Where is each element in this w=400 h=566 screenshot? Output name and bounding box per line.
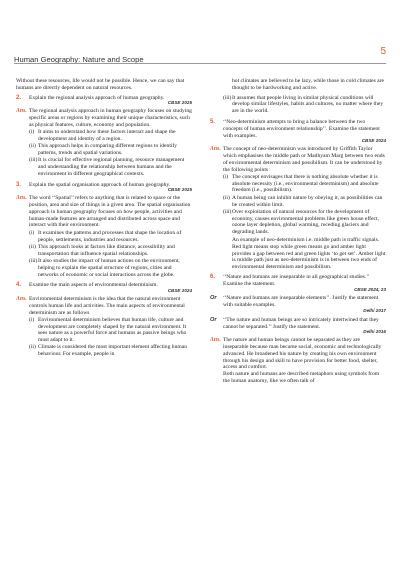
- item-text: Climate is considered the most important element affecting human behaviour. For example, people in: [38, 344, 188, 358]
- example-paragraph: An example of neo-determinism i.e. middle path is traffic signals. Red light means stop while green means go and amber light provides a gap between red and green lights ‘to get set’. Amber light is middle path just as neo-determinism is in between two ends of environmental determinism and possibilism.: [232, 237, 386, 271]
- list-item: [29, 244, 192, 258]
- item-number: (i): [29, 316, 35, 323]
- item-text: It aims to understand how these factors interact and shape the development and identity of a region.: [38, 129, 176, 142]
- answer-6: [210, 337, 386, 371]
- answer-text: Environmental determinism is the idea that the natural environment controls human life and activities. The main aspects of environmental determinism are as follows: [29, 295, 185, 316]
- answer-label: Ans.: [16, 195, 27, 202]
- answer-2: [16, 108, 192, 128]
- answer-text: The nature and human beings cannot be separated as they are inseparable because man became social, economic and technologically advanced. He broadened his nature by creating his own environment through his design and skill to have provision for better food, shelter, access and comfort.: [223, 337, 382, 371]
- answer-3: [16, 195, 192, 229]
- question-2: [16, 95, 192, 102]
- answer-text: The regional analysis approach in human geography focuses on studying specific areas or regions by examining their unique characteristics, such as physical features, culture, economy and population.: [29, 108, 192, 128]
- question-text: Explain the regional analysis approach of human geography.: [29, 94, 165, 101]
- item-text: It is crucial for effective regional planning, resource management and understanding the relationship between humans and the environment in different geographical contexts.: [38, 157, 185, 177]
- item-text: This approach helps in comparing different regions to identify patterns, trends and spatial variations.: [38, 143, 178, 156]
- list-item: [223, 95, 386, 115]
- list-item: [29, 157, 192, 177]
- question-3: [16, 182, 192, 189]
- item-number: (i): [29, 229, 35, 236]
- answer-label: Ans.: [210, 337, 221, 344]
- exam-tag: Delhi 2016: [363, 329, 386, 335]
- item-number: (iii): [29, 157, 38, 164]
- or-question-2: [210, 317, 386, 331]
- item-number: (ii): [29, 143, 36, 150]
- item-number: (i): [223, 173, 229, 180]
- question-4: [16, 282, 192, 289]
- item-text: Over exploitation of natural resources for the development of economy, causes environmental problems like green house effect, ozone layer depletion, global warming, receding glaciers and degrading lands.: [232, 208, 379, 236]
- exam-tag: CBSE 2024: [361, 138, 386, 144]
- answer-label: Ans.: [210, 146, 221, 153]
- item-text: This approach looks at factors like distance, accessibility and transportation that influence spatial relationships.: [38, 243, 175, 257]
- intro-paragraph: Without these resources, life would not be possible. Hence, we can say that humans are directly dependent on natural resources.: [16, 78, 185, 91]
- list-item: [29, 129, 192, 143]
- list-item: [29, 143, 192, 157]
- page-number: 5: [380, 46, 386, 57]
- list-item: [223, 195, 386, 209]
- list-item: [29, 258, 192, 278]
- question-text: ‘‘Neo-determinism attempts to bring a balance between the two concepts of human environment relationship’’. Examine the statement with examples.: [223, 118, 380, 139]
- question-number: 2.: [16, 94, 22, 101]
- exam-tag: Delhi 2017: [363, 308, 386, 313]
- item-text: It assumes that people living in similar physical conditions will develop similar lifestyles, habits and cultures, no matter where they are in the world.: [232, 94, 384, 115]
- item-number: (iii): [223, 208, 232, 215]
- list-item: [29, 344, 192, 358]
- answer-label: Ans.: [16, 295, 27, 302]
- list-item: [29, 230, 192, 244]
- question-number: 3.: [16, 181, 22, 188]
- or-label: Or: [210, 295, 217, 302]
- list-item: [29, 317, 192, 344]
- question-text: Explain the spatial organisation approach of human geography.: [29, 181, 171, 188]
- answer-text: The concept of neo-determinism was introduced by Griffith Taylor which emphasises the middle path or Madhyam Marg between two ends of environmental determinism and possibilism. It can be understood by the following points: [223, 146, 385, 173]
- question-text: ‘‘Nature and humans are inseparable in all geographical studies.’’ Examine the statement.: [223, 274, 370, 287]
- answer-text: The word ‘‘Spatial’’ refers to anything that is related to space or the position, area and size of things in a given area. The spatial organisation approach in human geography focuses on how people, activities and human-made features are arranged and distributed across space and interact with their environment.: [29, 195, 191, 229]
- exam-tag: CBSE 2024, 23: [354, 286, 386, 292]
- item-number: (ii): [29, 243, 36, 250]
- item-text: A human being can inhibit nature by obeying it, as possibilities can be created within limit.: [232, 194, 383, 208]
- right-column: [210, 78, 386, 388]
- or-label: Or: [210, 316, 217, 323]
- answer-paragraph: Both nature and humans are described metaphors using symbols from the human anatomy, like we often talk of: [223, 371, 380, 384]
- header-divider: [14, 63, 386, 64]
- exam-tag: CBSE 2024: [167, 288, 192, 294]
- question-5: [210, 119, 386, 139]
- item-number: (i): [29, 129, 35, 136]
- answer-4: [16, 296, 192, 316]
- item-text: It also studies the impact of human actions on the environment, helping to explain the spatial structure of regions, cities and networks of economic or social interactions across the globe.: [38, 257, 180, 278]
- left-column: [16, 78, 192, 358]
- item-number: (ii): [29, 344, 36, 351]
- chapter-title: Human Geography: Nature and Scope: [14, 55, 144, 64]
- question-number: 4.: [16, 282, 22, 289]
- item-number: (iii): [29, 257, 38, 264]
- item-text: The concept envisages that there is nothing absolute whether it is absolute necessity (i.e., environmental determinism) and absolute freedom (i.e., possibilism).: [232, 173, 379, 194]
- list-item: [223, 209, 386, 236]
- question-number: 5.: [210, 118, 216, 125]
- answer-label: Ans.: [16, 108, 27, 115]
- exam-tag: CBSE 2025: [167, 187, 192, 193]
- item-text: Environmental determinism believes that human life, culture and development are completely shaped by the natural environment. It sees nature as a powerful force and humans as passive beings who must adapt to it.: [38, 316, 187, 344]
- continued-paragraph: hot climates are believed to be lazy, while those in cold climates are thought to be hardworking and active.: [232, 78, 385, 91]
- or-question-1: [210, 295, 386, 309]
- question-number: 6.: [210, 274, 216, 281]
- question-text: Examine the main aspects of environmental determinism.: [29, 282, 158, 289]
- exam-tag: CBSE 2025: [167, 100, 192, 106]
- question-text: ‘‘The nature and human beings are so intricately intertwined that they cannot be separated.’’ Justify the statement.: [223, 316, 379, 330]
- question-6: [210, 274, 386, 288]
- item-text: It examines the patterns and processes that shape the location of people, settlements, industries and resources.: [38, 229, 182, 243]
- list-item: [223, 174, 386, 194]
- item-number: (iii): [223, 94, 232, 101]
- question-text: ‘‘Nature and humans are inseparable elements’’. Justify the statement with suitable examples.: [223, 295, 379, 309]
- answer-5: [210, 146, 386, 173]
- item-number: (ii): [223, 194, 230, 201]
- page-header: [14, 46, 386, 64]
